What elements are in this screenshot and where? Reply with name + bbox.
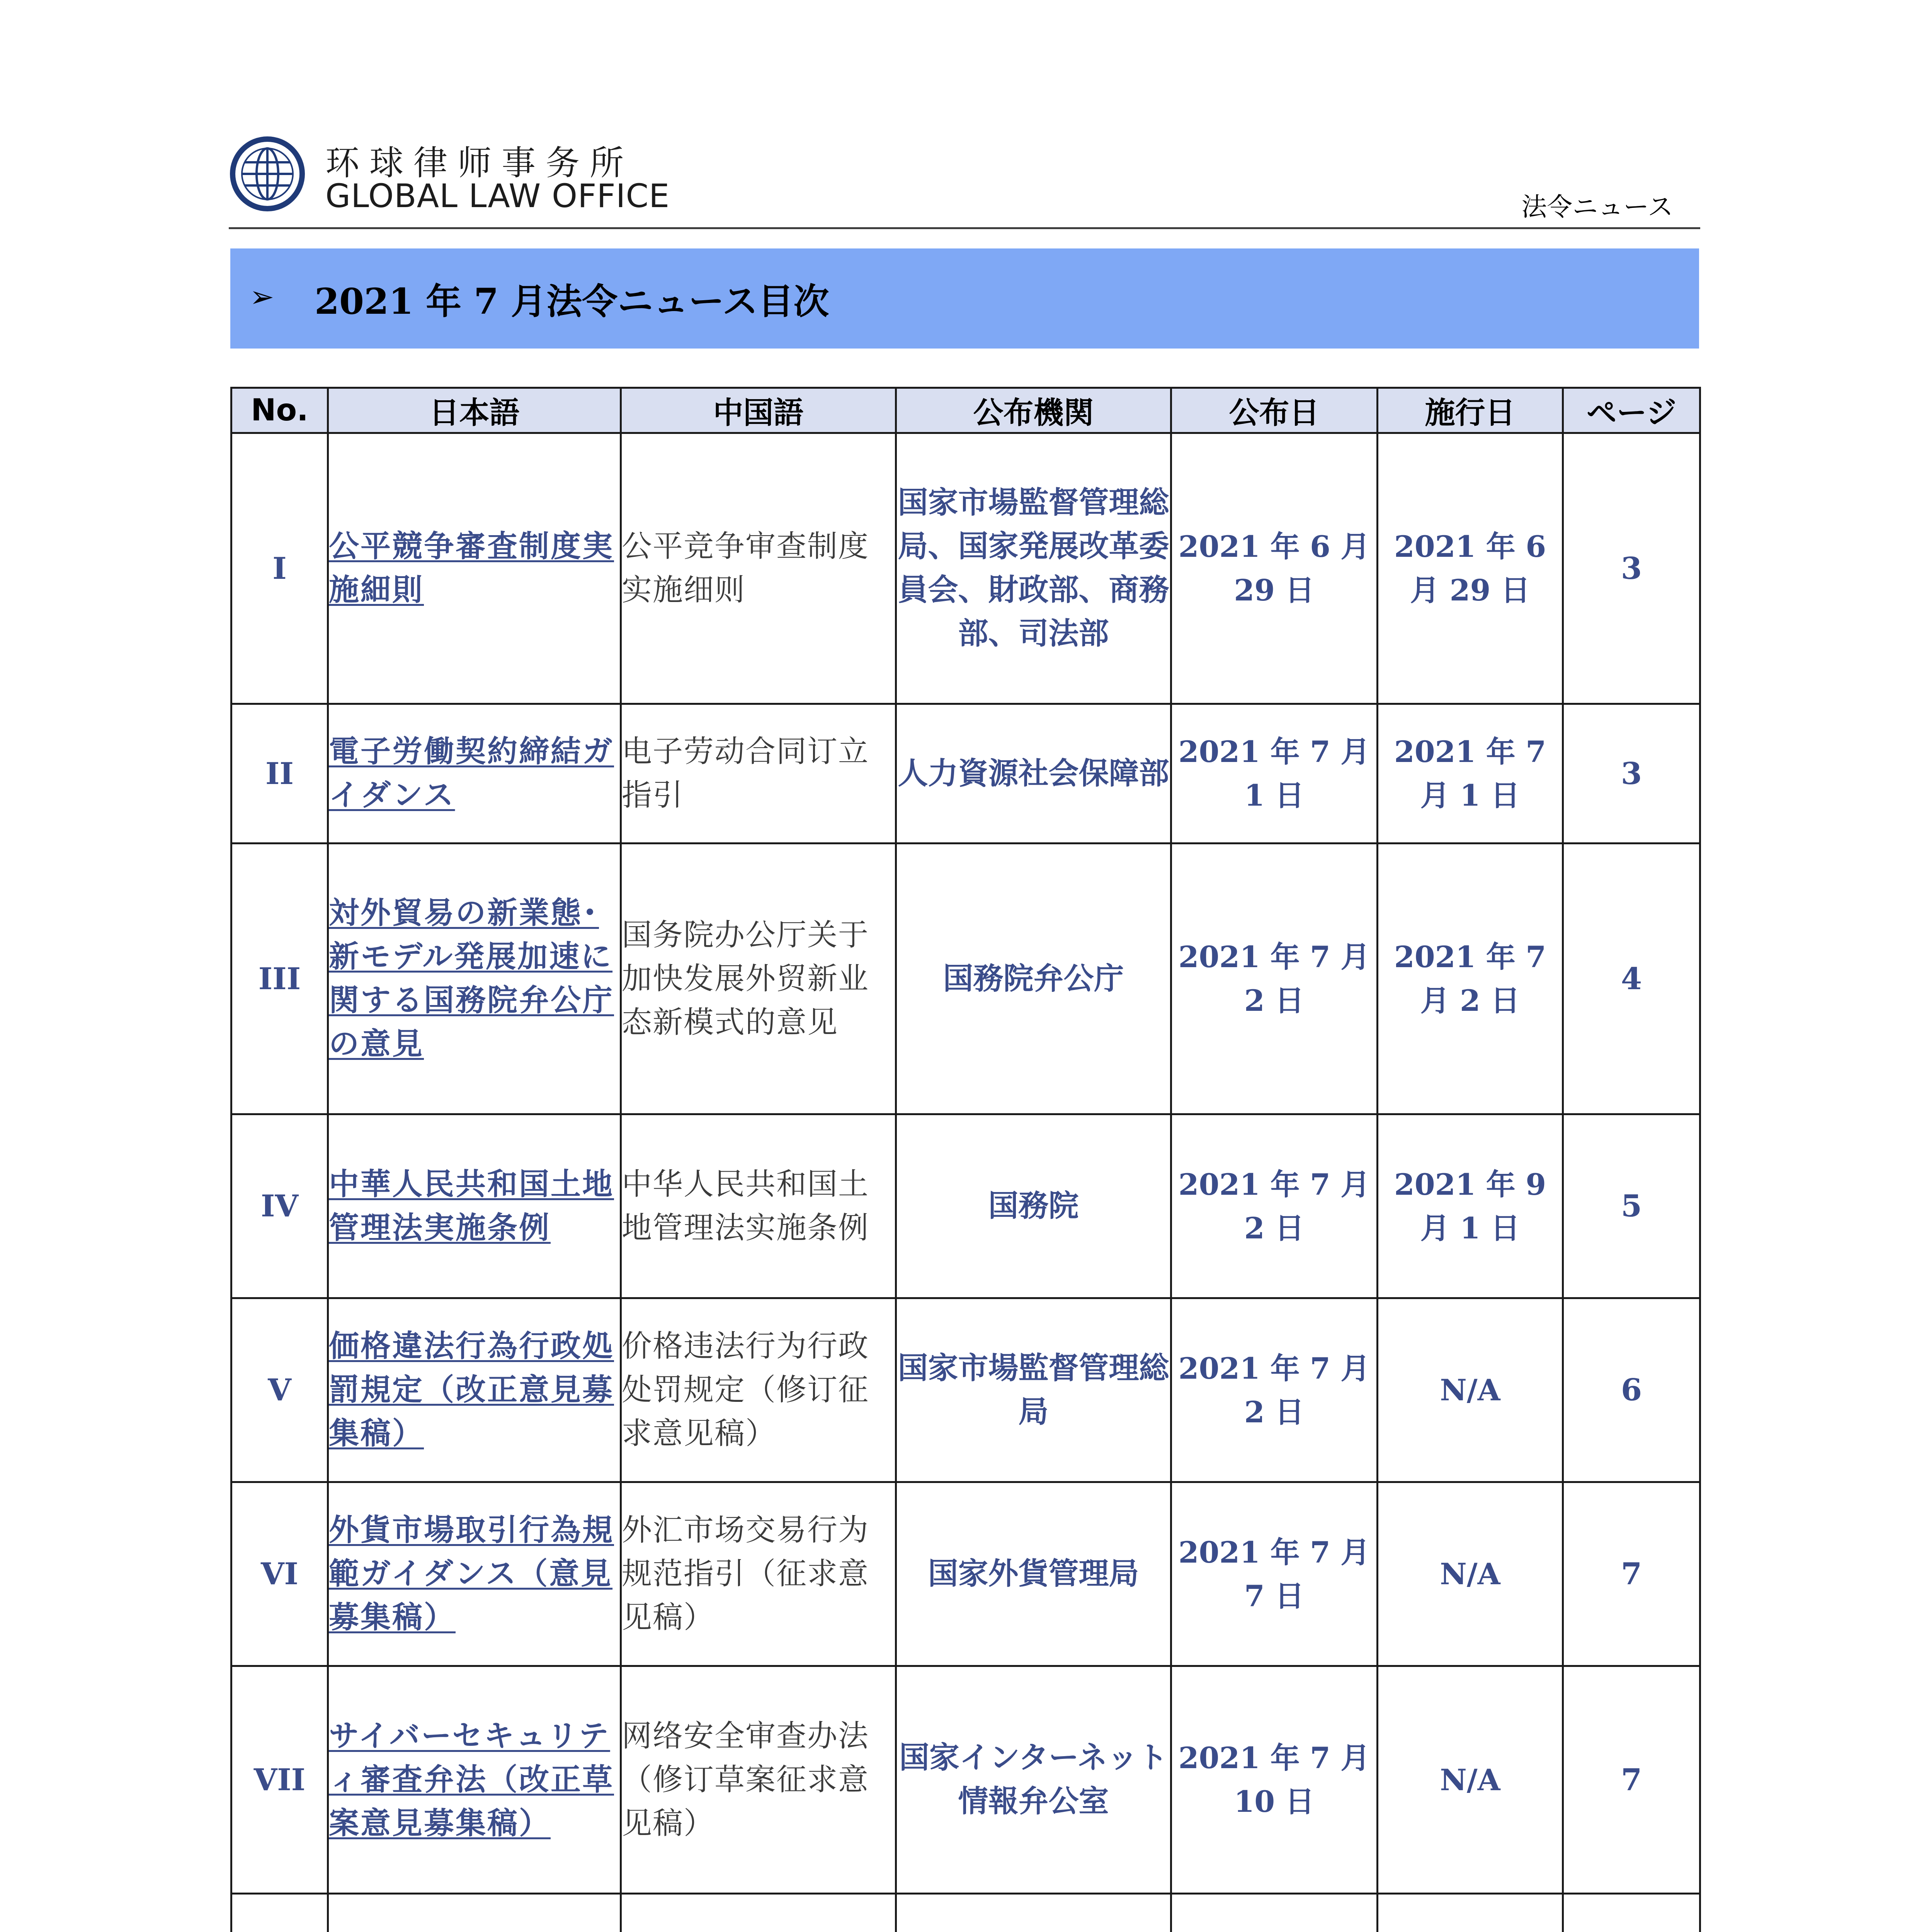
effective-date: 2021 年 9 月 1 日	[1378, 1114, 1563, 1298]
page-title: 2021 年 7 月法令ニュース目次	[315, 281, 829, 322]
column-header-page: ページ	[1563, 388, 1700, 433]
publication-date: 2021 年 7 月 2 日	[1171, 844, 1378, 1114]
chinese-title	[621, 1894, 896, 1932]
effective-date: N/A	[1378, 1482, 1563, 1666]
table-row	[231, 433, 1700, 704]
row-number: II	[231, 704, 328, 844]
chinese-title: 价格违法行为行政处罚规定（修订征求意见稿）	[621, 1298, 896, 1482]
chinese-title: 网络安全审查办法（修订草案征求意见稿）	[621, 1666, 896, 1894]
publication-date: 2021 年 7 月 2 日	[1171, 1114, 1378, 1298]
column-header-issuer: 公布機関	[896, 388, 1171, 433]
japanese-title-link[interactable]: 電子労働契約締結ガイダンス	[329, 734, 614, 813]
row-number: IV	[231, 1114, 328, 1298]
chinese-title: 外汇市场交易行为规范指引（征求意见稿）	[621, 1482, 896, 1666]
page-number: 7	[1563, 1666, 1700, 1894]
table-row	[231, 1298, 1700, 1482]
effective-date: N/A	[1378, 1298, 1563, 1482]
page-number: 7	[1563, 1482, 1700, 1666]
issuing-authority: 国家市場監督管理総局、国家発展改革委員会、財政部、商務部、司法部	[896, 433, 1171, 704]
row-number: III	[231, 844, 328, 1114]
page-header	[229, 128, 1700, 227]
page-number: 5	[1563, 1114, 1700, 1298]
document-type: 法令ニュース	[1521, 192, 1673, 222]
chinese-title: 中华人民共和国土地管理法实施条例	[621, 1114, 896, 1298]
publication-date: 2021 年 6 月 29 日	[1171, 433, 1378, 704]
chinese-title: 电子劳动合同订立指引	[621, 704, 896, 844]
issuing-authority: 国家外貨管理局	[896, 1482, 1171, 1666]
page-number	[1563, 1894, 1700, 1932]
page-number: 3	[1563, 433, 1700, 704]
title-banner	[230, 248, 1699, 349]
table-row	[231, 1666, 1700, 1894]
org-name-cn: 环球律师事务所	[325, 143, 634, 183]
publication-date	[1171, 1894, 1378, 1932]
table-row	[231, 844, 1700, 1114]
column-header-japanese: 日本語	[328, 388, 621, 433]
page-number: 6	[1563, 1298, 1700, 1482]
column-header-chinese: 中国語	[621, 388, 896, 433]
japanese-title-link[interactable]: 外貨市場取引行為規範ガイダンス（意見募集稿）	[329, 1513, 614, 1635]
table-header-row	[231, 388, 1700, 433]
row-number: V	[231, 1298, 328, 1482]
arrow-bullet-icon: ➢	[250, 279, 274, 314]
page-number: 3	[1563, 704, 1700, 844]
effective-date: 2021 年 6 月 29 日	[1378, 433, 1563, 704]
table-row	[231, 1482, 1700, 1666]
column-header-published: 公布日	[1171, 388, 1378, 433]
globe-logo-icon	[229, 135, 306, 213]
issuing-authority: 国務院弁公庁	[896, 844, 1171, 1114]
chinese-title: 公平竞争审查制度实施细则	[621, 433, 896, 704]
row-number: VI	[231, 1482, 328, 1666]
effective-date: 2021 年 7 月 1 日	[1378, 704, 1563, 844]
issuing-authority: 国務院	[896, 1114, 1171, 1298]
publication-date: 2021 年 7 月 1 日	[1171, 704, 1378, 844]
issuing-authority: 人力資源社会保障部	[896, 704, 1171, 844]
effective-date: N/A	[1378, 1666, 1563, 1894]
row-number: VII	[231, 1666, 328, 1894]
effective-date	[1378, 1894, 1563, 1932]
column-header-effective: 施行日	[1378, 388, 1563, 433]
chinese-title: 国务院办公厅关于加快发展外贸新业态新模式的意见	[621, 844, 896, 1114]
japanese-title-link[interactable]: 公平競争審査制度実施細則	[329, 529, 614, 607]
page-number: 4	[1563, 844, 1700, 1114]
table-row	[231, 1114, 1700, 1298]
japanese-title-link[interactable]: 対外貿易の新業態･新モデル発展加速に関する国務院弁公庁の意見	[329, 896, 614, 1061]
contents-table	[230, 387, 1701, 1932]
issuing-authority	[896, 1894, 1171, 1932]
publication-date: 2021 年 7 月 7 日	[1171, 1482, 1378, 1666]
row-number	[231, 1894, 328, 1932]
japanese-title-link[interactable]: 価格違法行為行政処罰規定（改正意見募集稿）	[329, 1329, 614, 1451]
publication-date: 2021 年 7 月 10 日	[1171, 1666, 1378, 1894]
issuing-authority: 国家市場監督管理総局	[896, 1298, 1171, 1482]
table-row	[231, 704, 1700, 844]
japanese-title-link[interactable]: 中華人民共和国土地管理法実施条例	[329, 1167, 614, 1245]
header-divider	[229, 227, 1700, 229]
row-number: I	[231, 433, 328, 704]
issuing-authority: 国家インターネット情報弁公室	[896, 1666, 1171, 1894]
japanese-title-link[interactable]: サイバーセキュリティ審査弁法（改正草案意見募集稿）	[329, 1718, 614, 1841]
org-name-en: GLOBAL LAW OFFICE	[325, 177, 670, 215]
effective-date: 2021 年 7 月 2 日	[1378, 844, 1563, 1114]
column-header-no: No.	[231, 388, 328, 433]
publication-date: 2021 年 7 月 2 日	[1171, 1298, 1378, 1482]
table-row	[231, 1894, 1700, 1932]
